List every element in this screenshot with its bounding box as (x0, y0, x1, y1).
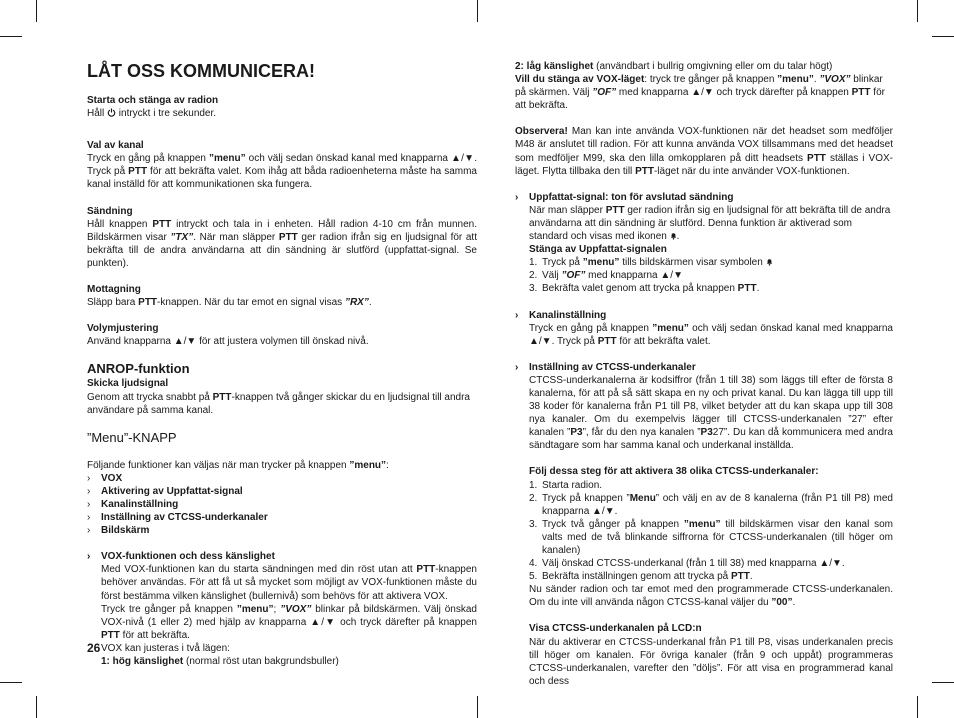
ctcss-text: CTCSS-underkanalerna är kodsiffror (från 1 till 38) som läggs till efter de första 8 kanalerna, för att på så sätt skapa en ny och privat kanal. Du kan lägga till upp till 38 koder för kanalerna från P1 till P8, vilket betyder att du kan skapa upp till 308 nya kanaler. Om du exempelvis lägger till CTCSS-underkanalen ”27” efter kanalen ”P3”, får du den nya kanalen ”P327”. Du kan då kommunicera med andra sändtagare som har samma kanal och underkanal inställda. (529, 374, 893, 452)
crop-mark (917, 696, 918, 718)
center-mark (477, 696, 478, 718)
left-column (87, 60, 477, 668)
channel-text: Tryck en gång på knappen ”menu” och välj sedan önskad kanal med knapparna ▲/▼. Tryck på PTT för att bekräfta valet. Kom ihåg att båda radioenheterna måste ha samma kanal inställd för att kommunikationen ska fungera. (87, 153, 477, 191)
send-text: Håll knappen PTT intryckt och tala in i enheten. Håll radion 4-10 cm från munnen. Bildskärmen visar ”TX”. När man släpper PTT ger radion ifrån sig en ljudsignal för att bekräfta till de andra användarna att din sändning är slutförd (uppfattat-signal. Se punkten). (87, 218, 478, 269)
ctcss-steps (529, 479, 893, 584)
list-item: › Kanalinställning (87, 498, 179, 510)
volume-text: Använd knapparna ▲/▼ för att justera volymen till önskad nivå. (87, 336, 369, 348)
list-item: 2. Välj ”OF” med knapparna ▲/▼ (529, 270, 683, 282)
crop-mark (932, 682, 954, 683)
arrow-bullet-icon: › (515, 309, 519, 321)
arrow-bullet-icon: › (87, 525, 91, 537)
list-item: 2. Tryck på knappen ”Menu” och välj en av de 8 kanalerna (från P1 till P8) med knapparna ▲/▼. (529, 492, 893, 517)
list-item: 1. Starta radion. (529, 479, 603, 491)
vox-heading: › VOX-funktionen och dess känslighet (87, 551, 275, 563)
page-number: 26 (87, 641, 101, 655)
vox-text-2: Tryck tre gånger på knappen ”menu”; ”VOX” blinkar på bildskärmen. Välj önskad VOX-nivå (1 eller 2) med hjälp av knapparna ▲/▼ och tryck därefter på knappen PTT för att bekräfta. (101, 603, 477, 641)
menu-function-list (87, 472, 477, 537)
call-heading: ANROP-funktion (87, 361, 190, 377)
ctcss-heading: › Inställning av CTCSS-underkanaler (515, 361, 696, 373)
list-item: 1. Tryck på ”menu” tills bildskärmen visar symbolen (529, 256, 893, 269)
bell-icon (670, 232, 677, 240)
vox-text-1: Med VOX-funktionen kan du starta sändningen med din röst utan att PTT-knappen behöver användas. För att få ut så mycket som möjligt av VOX-funktionen måste du först bestämma vilken känslighet (bullernivå) som behövs för att aktivera VOX. (101, 564, 477, 602)
crop-mark (36, 696, 37, 718)
crop-mark (932, 36, 954, 37)
receive-text: Släpp bara PTT-knappen. När du tar emot en signal visas ”RX”. (87, 297, 372, 309)
center-mark (477, 0, 478, 22)
vox-off-text: Vill du stänga av VOX-läget: tryck tre gånger på knappen ”menu”. ”VOX” blinkar på skärmen. Välj ”OF” med knapparna ▲/▼ och tryck därefter på knappen PTT för att bekräfta. (515, 74, 885, 112)
list-item: › VOX (87, 472, 123, 484)
lcd-heading: Visa CTCSS-underkanalen på LCD:n (529, 623, 702, 635)
list-item: › Aktivering av Uppfattat-signal (87, 485, 243, 497)
crop-mark (917, 0, 918, 22)
list-item: › Bildskärm (87, 525, 150, 537)
bell-icon (766, 258, 773, 266)
roger-heading: › Uppfattat-signal: ton för avslutad sändning (515, 191, 734, 203)
menu-key-heading: ”Menu”-KNAPP (87, 429, 177, 445)
start-text: Håll intryckt i tre sekunder. (87, 108, 217, 120)
channel-heading: Val av kanal (87, 140, 144, 152)
arrow-bullet-icon: › (87, 485, 91, 497)
call-text: Genom att trycka snabbt på PTT-knappen två gånger skickar du en ljudsignal till andra användare på samma kanal. (87, 391, 470, 416)
vox-text-3: VOX kan justeras i två lägen: (101, 642, 230, 654)
list-item: 3. Tryck två gånger på knappen ”menu” till bildskärmen visar den kanal som valts med de två blinkande siffrorna för CTCSS-underkanalen (till höger om kanalen) (529, 518, 893, 556)
send-heading: Sändning (87, 205, 133, 217)
note-text: Observera! Man kan inte använda VOX-funktionen när det headset som medföljer M48 är anslutet till radion. För att kunna använda VOX tillsammans med det headset som medföljer M99, ska den lilla omkopplaren på ditt headsets PTT ställas i VOX-läget. Flytta tillbaka den till PTT-läget när du inte använder VOX-funktionen. (515, 126, 893, 177)
arrow-bullet-icon: › (515, 191, 519, 203)
power-icon (107, 108, 116, 117)
list-item: 5. Bekräfta inställningen genom att trycka på PTT. (529, 571, 753, 583)
ctcss-text-2: Nu sänder radion och tar emot med den programmerade CTCSS-underkanalen. Om du inte vill använda någon CTCSS-kanal väljer du ”00”. (529, 584, 893, 609)
crop-mark (36, 0, 37, 22)
roger-steps (529, 256, 893, 295)
vox-low-sensitivity: 2: låg känslighet (användbart i bullrig omgivning eller om du talar högt) (515, 61, 833, 72)
list-item: 4. Välj önskad CTCSS-underkanal (från 1 till 38) med knapparna ▲/▼. (529, 558, 845, 570)
page-title: LÅT OSS KOMMUNICERA! (87, 61, 315, 81)
lcd-text: När du aktiverar en CTCSS-underkanal från P1 till P8, visas underkanalen precis till höger om kanalen. För övriga kanaler (från 9 och uppåt) programmeras CTCSS-underkanalen, varefter den ”döljs”. För att visa en programmerad kanal och dess (529, 636, 893, 687)
receive-heading: Mottagning (87, 284, 141, 296)
arrow-bullet-icon: › (87, 498, 91, 510)
arrow-bullet-icon: › (87, 472, 91, 484)
roger-sub-heading: Stänga av Uppfattat-signalen (529, 244, 667, 256)
arrow-bullet-icon: › (87, 551, 91, 563)
crop-mark (0, 36, 22, 37)
channel-setting-text: Tryck en gång på knappen ”menu” och välj sedan önskad kanal med knapparna ▲/▼. Tryck på PTT för att bekräfta valet. (529, 322, 893, 347)
arrow-bullet-icon: › (87, 512, 91, 524)
channel-setting-heading: › Kanalinställning (515, 309, 607, 321)
start-heading: Starta och stänga av radion (87, 95, 219, 106)
menu-key-intro: Följande funktioner kan väljas när man trycker på knappen ”menu”: (87, 459, 389, 471)
vox-text-4: 1: hög känslighet (normal röst utan bakgrundsbuller) (101, 656, 339, 667)
list-item: › Inställning av CTCSS-underkanaler (87, 512, 268, 524)
right-column (515, 60, 893, 688)
call-subheading: Skicka ljudsignal (87, 378, 169, 390)
volume-heading: Volymjustering (87, 323, 159, 335)
ctcss-steps-heading: Följ dessa steg för att aktivera 38 olika CTCSS-underkanaler: (529, 466, 819, 478)
arrow-bullet-icon: › (515, 361, 519, 373)
list-item: 3. Bekräfta valet genom att trycka på knappen PTT. (529, 283, 760, 295)
roger-text: När man släpper PTT ger radion ifrån sig en ljudsignal för att bekräfta till de andra användarna att din sändning är slutförd. Denna funktion är aktiverad som standard och visas med ikonen . (529, 204, 891, 243)
crop-mark (0, 682, 22, 683)
